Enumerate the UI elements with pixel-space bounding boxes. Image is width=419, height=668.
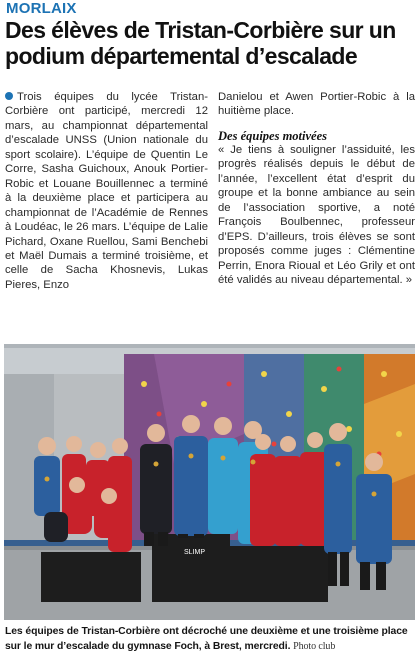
article-column-left [5, 90, 208, 292]
caption-text: Les équipes de Tristan-Corbière ont décroché une deuxième et une troisième place sur le mur d’escalade du gymnase Foch, à Brest, mercredi. [5, 626, 408, 652]
photo-caption [5, 625, 415, 654]
photo-credit: Photo club [293, 640, 336, 652]
article-column-right [218, 90, 415, 287]
subheading: Des équipes motivées [218, 128, 328, 143]
body-right-top: Danielou et Awen Portier-Robic à la huitième place. [218, 91, 415, 118]
climbing-podium-photo [4, 344, 415, 620]
body-right-text: « Je tiens à souligner l’assiduité, les progrès réalisés depuis le début de l’année, l’excellent état d’esprit du groupe et la bonne ambiance au sein de l’association sportive, a noté François Boulbennec, professeur d’EPS. D’ailleurs, trois élèves se sont proposés comme juges : Clémentine Perrin, Enora Rioual et Léo Grily et ont été validés au niveau départemental. » [218, 143, 415, 286]
article-paragraph [5, 90, 208, 292]
body-left-text: Trois équipes du lycée Tristan-Corbière ont participé, mercredi 12 mars, au championnat départemental d’escalade UNSS (Union nationale du sport scolaire). L’équipe de Quentin Le Corre, Sasha Guichoux, Anouk Portier-Robic et Louane Bouillennec a terminé à la deuxième place et participera au championnat de l’Académie de Rennes à Loudéac, le 26 mars. L’équipe de Lalie Pichard, Oxane Ruellou, Sami Benchebi et Maël Dumais a terminé troisième, et celle de Sacha Khosnevis, Lukas Pieres, Enzo [5, 91, 208, 291]
svg-text:SLIMP: SLIMP [184, 549, 206, 556]
headline: Des élèves de Tristan-Corbière sur un podium départemental d’escalade [5, 17, 396, 69]
bullet-icon [5, 92, 13, 100]
article-photo [4, 344, 415, 620]
section-label: MORLAIX [6, 0, 77, 17]
